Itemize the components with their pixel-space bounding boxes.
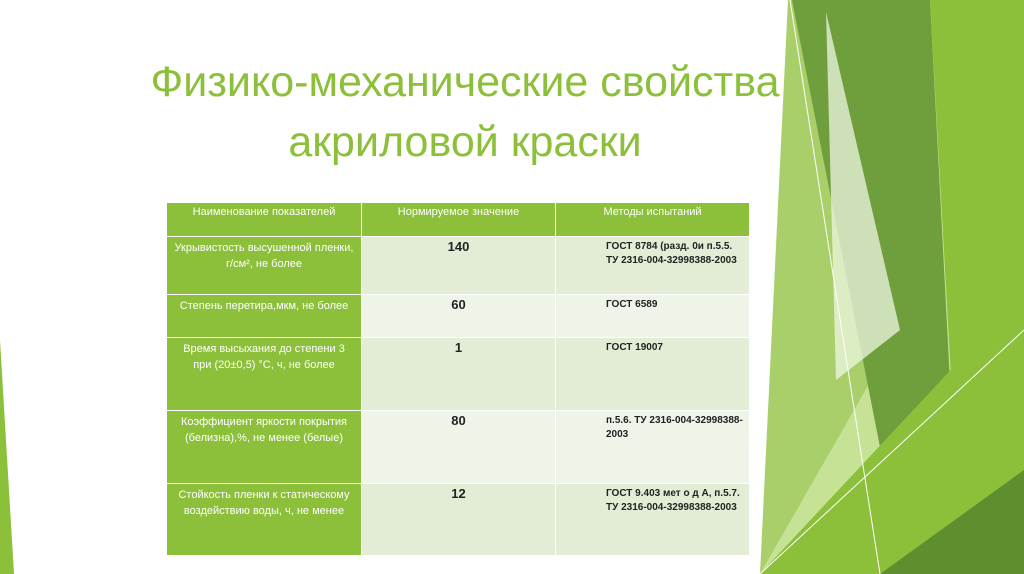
property-name-cell: Укрывистость высушенной пленки, г/см², не более — [167, 237, 362, 295]
property-name-cell: Коэффициент яркости покрытия (белизна),%, не менее (белые) — [167, 411, 362, 484]
table-row — [167, 411, 750, 484]
column-header-method-label: Методы испытаний — [603, 206, 702, 218]
column-header-method — [556, 203, 750, 237]
slide-title-line-2: акриловой краски — [288, 118, 642, 166]
decor-shape-left-bottom — [0, 340, 14, 574]
table-row — [167, 338, 750, 411]
property-method-cell: п.5.6. ТУ 2316-004-32998388-2003 — [556, 411, 750, 484]
property-method-cell: ГОСТ 8784 (разд. 0и п.5.5. ТУ 2316-004-32998388-2003 — [556, 237, 750, 295]
properties-table — [166, 202, 750, 556]
table-row — [167, 295, 750, 338]
column-header-name — [167, 203, 362, 237]
property-name-cell: Степень перетира,мкм, не более — [167, 295, 362, 338]
slide-title-line-1: Физико-механические свойства — [150, 58, 780, 106]
property-value-cell: 80 — [362, 411, 556, 484]
property-name-cell: Время высыхания до степени 3 при (20±0,5) °С, ч, не более — [167, 338, 362, 411]
table-row — [167, 484, 750, 556]
table-row — [167, 237, 750, 295]
slide-title — [60, 52, 870, 172]
property-value-cell: 140 — [362, 237, 556, 295]
table-header-row — [167, 203, 750, 237]
property-value-cell: 60 — [362, 295, 556, 338]
property-method-cell: ГОСТ 19007 — [556, 338, 750, 411]
property-method-cell: ГОСТ 6589 — [556, 295, 750, 338]
property-method-cell: ГОСТ 9.403 мет о д А, п.5.7. ТУ 2316-004-32998388-2003 — [556, 484, 750, 556]
property-value-cell: 1 — [362, 338, 556, 411]
property-name-cell: Стойкость пленки к статическому воздействию воды, ч, не менее — [167, 484, 362, 556]
property-value-cell: 12 — [362, 484, 556, 556]
column-header-name-label: Наименование показателей — [192, 206, 336, 218]
column-header-value-label: Нормируемое значение — [397, 206, 520, 218]
column-header-value — [362, 203, 556, 237]
